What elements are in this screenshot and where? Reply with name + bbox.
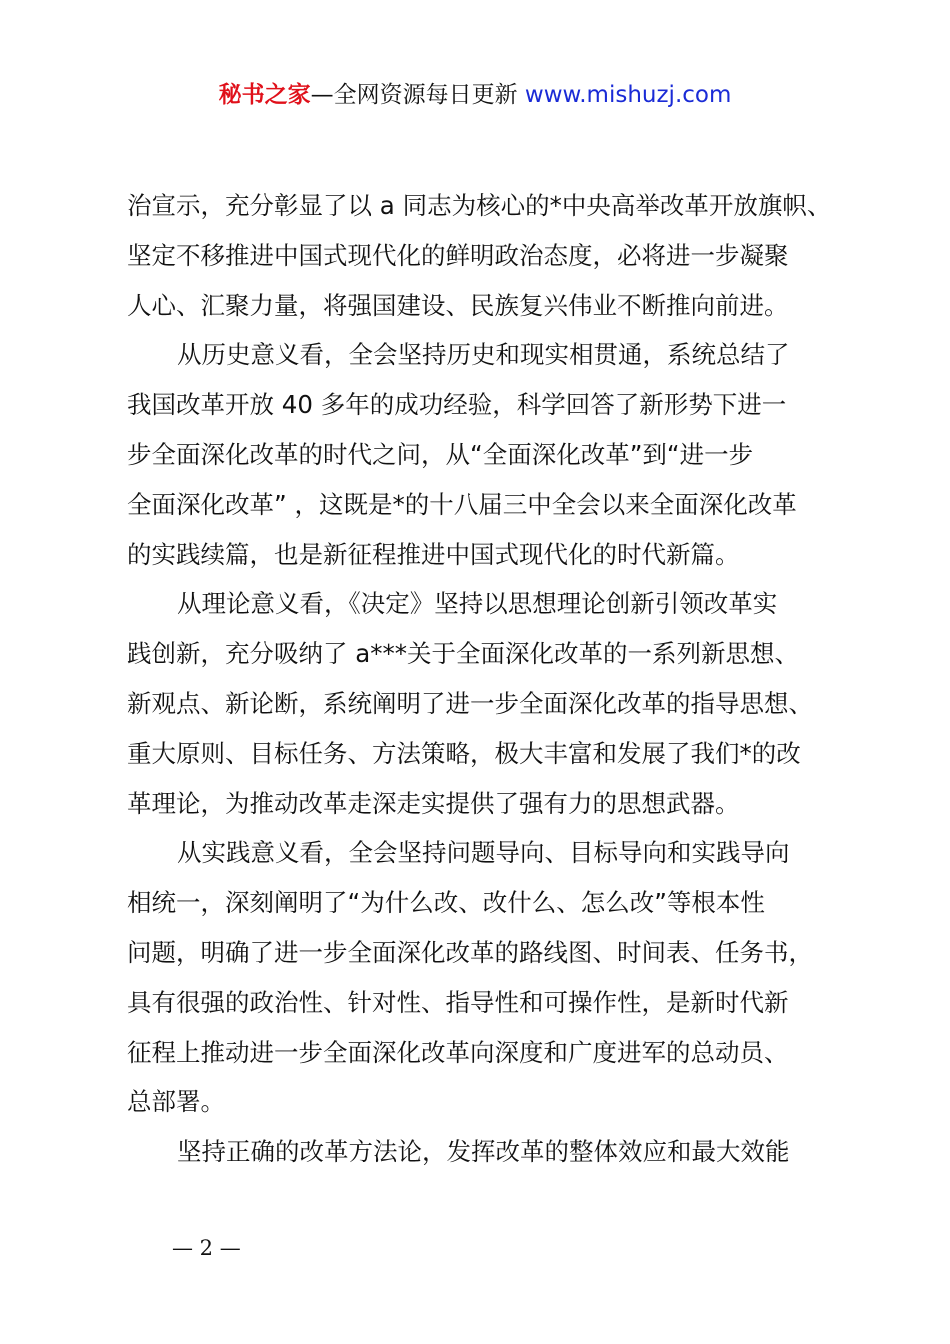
header-brand: 秘书之家 [218,82,311,108]
text-line: 从历史意义看，全会坚持历史和现实相贯通，系统总结了 [177,340,790,370]
text-line: 问题，明确了进一步全面深化改革的路线图、时间表、任务书， [127,937,813,967]
text-line: 新观点、新论断，系统阐明了进一步全面深化改革的指导思想、 [127,688,813,718]
text-line: 坚定不移推进中国式现代化的鲜明政治态度，必将进一步凝聚 [127,240,789,270]
text-line: 步全面深化改革的时代之问，从“全面深化改革”到“进一步 [127,439,754,469]
text-line: 征程上推动进一步全面深化改革向深度和广度进军的总动员、 [127,1037,789,1067]
page-header [0,78,950,112]
text-line: 我国改革开放 40 多年的成功经验，科学回答了新形势下进一 [127,390,787,420]
text-line: 革理论，为推动改革走深走实提供了强有力的思想武器。 [127,788,740,818]
header-slogan: —全网资源每日更新 [310,82,525,108]
text-line: 从理论意义看，《决定》坚持以思想理论创新引领改革实 [177,589,778,619]
text-line: 相统一，深刻阐明了“为什么改、改什么、怎么改”等根本性 [127,888,765,918]
text-line: 全面深化改革” ，这既是*的十八届三中全会以来全面深化改革 [127,489,797,519]
text-line: 总部署。 [127,1087,225,1117]
text-line: 人心、汇聚力量，将强国建设、民族复兴伟业不断推向前进。 [127,290,789,320]
text-line: 的实践续篇，也是新征程推进中国式现代化的时代新篇。 [127,539,740,569]
text-line: 坚持正确的改革方法论，发挥改革的整体效应和最大效能 [177,1137,790,1167]
text-line: 具有很强的政治性、针对性、指导性和可操作性，是新时代新 [127,987,789,1017]
page-number: — 2 — [172,1236,241,1260]
text-line: 从实践意义看，全会坚持问题导向、目标导向和实践导向 [177,838,790,868]
document-body [127,181,853,1177]
text-line: 践创新，充分吸纳了 a***关于全面深化改革的一系列新思想、 [127,639,800,669]
text-line: 重大原则、目标任务、方法策略，极大丰富和发展了我们*的改 [127,738,801,768]
text-line: 治宣示，充分彰显了以 a 同志为核心的*中央高举改革开放旗帜、 [127,191,832,220]
header-url-link[interactable]: www.mishuzj.com [524,82,732,108]
